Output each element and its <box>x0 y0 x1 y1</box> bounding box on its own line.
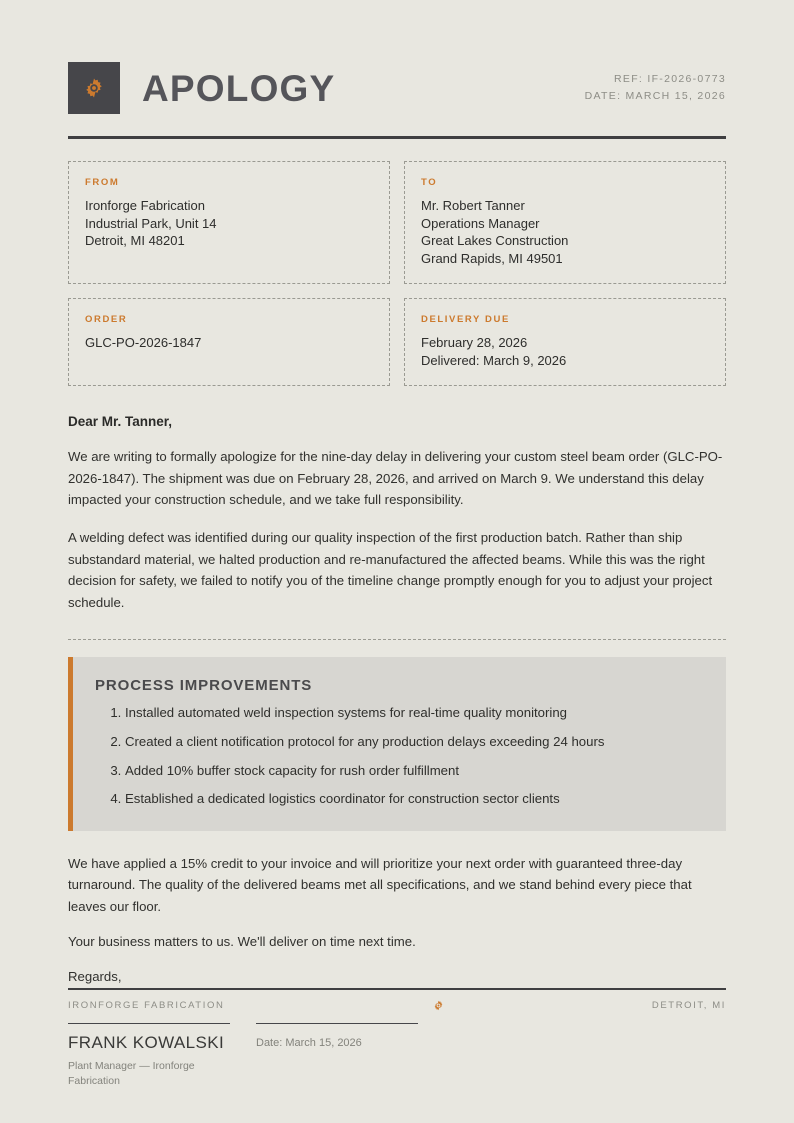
panel-title: PROCESS IMPROVEMENTS <box>95 676 313 694</box>
closing-paragraph-2: Your business matters to us. We'll deliver on time next time. <box>68 934 416 950</box>
closing-paragraph-1: We have applied a 15% credit to your invoice and will prioritize your next order with guaranteed three-day turnaround. The quality of the delivered beams met all specifications, and we stand behind every piece that leaves our floor. <box>68 856 692 914</box>
body-paragraph-2: A welding defect was identified during our quality inspection of the first production batch. Rather than ship substandard material, we halted production and re-manufactured the affected beams. While this was the right decision for safety, we failed to notify you of the timeline change promptly enough for you to adjust your project schedule. <box>68 530 713 610</box>
logo-badge <box>68 62 120 114</box>
delivery-actual-date: Delivered: March 9, 2026 <box>421 352 567 368</box>
order-label: ORDER <box>85 314 128 326</box>
date-line <box>256 1023 418 1024</box>
delivery-label: DELIVERY DUE <box>421 314 510 326</box>
delivery-box <box>404 298 726 386</box>
document-header <box>68 56 726 114</box>
gear-icon <box>433 1000 444 1011</box>
signature-date: Date: March 15, 2026 <box>256 1037 362 1050</box>
signature-name-column <box>68 1023 230 1089</box>
from-line: Ironforge Fabrication <box>85 198 205 213</box>
process-improvements-panel <box>68 657 726 831</box>
to-label: TO <box>421 177 438 188</box>
to-line: Mr. Robert Tanner <box>421 198 525 213</box>
reference-number: REF: IF-2026-0773 <box>614 72 726 85</box>
from-label: FROM <box>85 177 120 188</box>
page-title: APOLOGY <box>142 67 336 109</box>
signatory-title: Plant Manager — Ironforge Fabrication <box>68 1060 195 1088</box>
to-line: Operations Manager <box>421 215 540 231</box>
section-divider <box>68 639 726 640</box>
to-line: Grand Rapids, MI 49501 <box>421 250 563 266</box>
document-footer <box>68 988 726 1011</box>
header-divider <box>68 136 726 139</box>
salutation: Dear Mr. Tanner, <box>68 414 173 430</box>
meta-row-order <box>68 298 726 386</box>
header-reference <box>585 71 726 106</box>
from-line: Industrial Park, Unit 14 <box>85 215 217 231</box>
signatory-name: FRANK KOWALSKI <box>68 1033 225 1053</box>
document-date: DATE: MARCH 15, 2026 <box>584 90 726 102</box>
to-box <box>404 161 726 284</box>
signature-date-column <box>256 1023 418 1089</box>
body-paragraph-1: We are writing to formally apologize for the nine-day delay in delivering your custom steel beam order (GLC-PO-2026-1847). The shipment was due on February 28, 2026, and arrived on March 9. We understand this delay impacted your construction schedule, and we take full responsibility. <box>68 449 723 508</box>
signature-block <box>68 1023 726 1089</box>
list-item: 1. Installed automated weld inspection systems for real-time quality monitoring <box>125 703 700 723</box>
regards-line: Regards, <box>68 968 122 984</box>
meta-row-parties <box>68 161 726 284</box>
footer-company: IRONFORGE FABRICATION <box>68 1000 225 1011</box>
list-item: 2. Created a client notification protocol for any production delays exceeding 24 hours <box>125 732 700 752</box>
list-item: 4. Established a dedicated logistics coordinator for construction sector clients <box>125 789 700 809</box>
signature-line <box>68 1023 230 1024</box>
list-item: 3. Added 10% buffer stock capacity for rush order fulfillment <box>125 761 700 781</box>
footer-location: DETROIT, MI <box>651 1000 726 1011</box>
to-line: Great Lakes Construction <box>421 233 569 249</box>
delivery-due-date: February 28, 2026 <box>421 335 528 351</box>
header-brand <box>68 62 335 114</box>
improvements-list <box>95 703 700 809</box>
from-line: Detroit, MI 48201 <box>85 233 185 249</box>
from-box <box>68 161 390 284</box>
order-box <box>68 298 390 386</box>
gear-icon <box>83 77 105 99</box>
order-number: GLC-PO-2026-1847 <box>85 335 202 351</box>
